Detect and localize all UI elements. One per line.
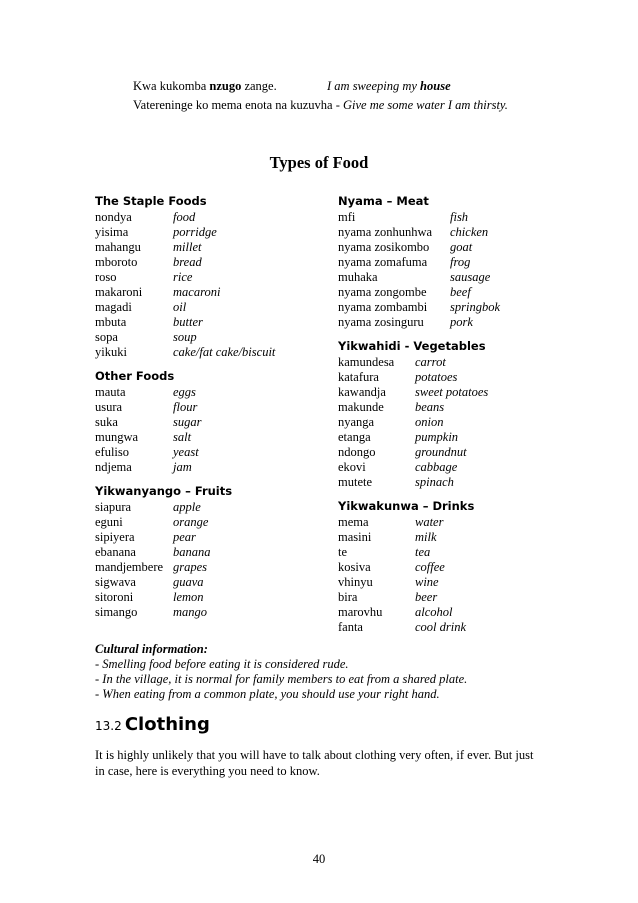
- vocab-word: masini: [338, 530, 372, 544]
- vocab-row: [95, 385, 335, 400]
- vocab-word: nyama zombambi: [338, 300, 428, 314]
- vocab-row: [338, 210, 548, 225]
- example-sentence-2: [133, 98, 508, 113]
- staple-foods-list: [95, 210, 335, 360]
- vocab-row: [338, 620, 548, 635]
- vocab-word: sipiyera: [95, 530, 135, 544]
- example-sentence-1: [133, 79, 277, 94]
- vocab-word: katafura: [338, 370, 379, 384]
- vocab-row: [95, 575, 335, 590]
- vocab-row: [95, 545, 335, 560]
- example-translation-1: [327, 79, 451, 94]
- vocab-word: nyama zosinguru: [338, 315, 424, 329]
- vocab-word: nyama zonhunhwa: [338, 225, 433, 239]
- vocab-meaning: sweet potatoes: [415, 385, 489, 399]
- vocab-meaning: beer: [415, 590, 438, 604]
- vocab-row: [95, 445, 335, 460]
- vocab-row: [95, 500, 335, 515]
- cultural-line: - When eating from a common plate, you should use your right hand.: [95, 687, 440, 701]
- vocab-meaning: rice: [173, 270, 193, 284]
- staple-foods-heading: The Staple Foods: [95, 194, 207, 208]
- other-foods-heading: Other Foods: [95, 369, 175, 383]
- vegetables-list: [338, 355, 548, 490]
- vocab-row: [95, 560, 335, 575]
- body-paragraph: It is highly unlikely that you will have to talk about clothing very often, if ever. But just in case, here is everything you need to know.: [95, 748, 534, 778]
- vocab-word: ekovi: [338, 460, 366, 474]
- vocab-meaning: porridge: [173, 225, 217, 239]
- right-column: [338, 193, 548, 635]
- vocab-word: ndjema: [95, 460, 132, 474]
- vocab-word: mbuta: [95, 315, 127, 329]
- example-2-text: Vatereninge ko mema enota na kuzuvha -: [133, 98, 343, 112]
- vocab-word: usura: [95, 400, 123, 414]
- vocab-row: [338, 370, 548, 385]
- vocab-row: [95, 605, 335, 620]
- vocab-meaning: groundnut: [415, 445, 467, 459]
- example-1-post: zange.: [241, 79, 277, 93]
- vocab-word: sopa: [95, 330, 118, 344]
- vocab-row: [338, 255, 548, 270]
- vocab-row: [338, 475, 548, 490]
- vocab-row: [338, 355, 548, 370]
- cultural-information: [95, 642, 467, 702]
- vocab-word: mboroto: [95, 255, 138, 269]
- vocab-meaning: milk: [415, 530, 437, 544]
- meat-list: [338, 210, 548, 330]
- vocab-word: mahangu: [95, 240, 141, 254]
- vocab-meaning: beef: [450, 285, 471, 299]
- vocab-row: [338, 590, 548, 605]
- section-number: 13.2: [95, 719, 122, 733]
- vocab-row: [95, 300, 335, 315]
- vocab-meaning: lemon: [173, 590, 204, 604]
- vocab-meaning: water: [415, 515, 444, 529]
- vocab-meaning: grapes: [173, 560, 208, 574]
- vocab-word: nyama zongombe: [338, 285, 427, 299]
- vocab-row: [338, 545, 548, 560]
- vocab-row: [338, 460, 548, 475]
- vocab-row: [95, 530, 335, 545]
- example-1-translation-bold: house: [420, 79, 451, 93]
- vocab-row: [338, 530, 548, 545]
- meat-heading: Nyama – Meat: [338, 194, 429, 208]
- vocab-meaning: salt: [173, 430, 192, 444]
- vocab-word: muhaka: [338, 270, 378, 284]
- page-title: Types of Food: [269, 153, 369, 172]
- vocab-word: yikuki: [95, 345, 127, 359]
- vocab-meaning: carrot: [415, 355, 446, 369]
- vocab-row: [95, 285, 335, 300]
- vocab-meaning: onion: [415, 415, 444, 429]
- example-1-translation-pre: I am sweeping my: [327, 79, 421, 93]
- vocab-row: [338, 300, 548, 315]
- vocab-row: [338, 315, 548, 330]
- vocab-meaning: cake/fat cake/biscuit: [173, 345, 276, 359]
- vocab-row: [95, 240, 335, 255]
- vocab-word: nyama zosikombo: [338, 240, 430, 254]
- vocab-meaning: wine: [415, 575, 439, 589]
- vocab-row: [95, 225, 335, 240]
- vocab-meaning: millet: [173, 240, 202, 254]
- vocab-meaning: goat: [450, 240, 473, 254]
- vocab-row: [95, 400, 335, 415]
- vocab-meaning: bread: [173, 255, 202, 269]
- vocab-word: mutete: [338, 475, 373, 489]
- cultural-line: - In the village, it is normal for family members to eat from a shared plate.: [95, 672, 468, 686]
- vocab-row: [95, 315, 335, 330]
- vocab-meaning: apple: [173, 500, 201, 514]
- fruits-list: [95, 500, 335, 620]
- left-column: [95, 193, 335, 620]
- vocab-word: sitoroni: [95, 590, 134, 604]
- vocab-row: [95, 460, 335, 475]
- vocab-meaning: banana: [173, 545, 211, 559]
- vocab-word: mema: [338, 515, 369, 529]
- vocab-row: [338, 575, 548, 590]
- vocab-meaning: pumpkin: [415, 430, 459, 444]
- vocab-row: [338, 415, 548, 430]
- vocab-word: vhinyu: [338, 575, 373, 589]
- cultural-line: - Smelling food before eating it is considered rude.: [95, 657, 349, 671]
- vocab-word: marovhu: [338, 605, 383, 619]
- vocab-word: ndongo: [338, 445, 376, 459]
- vocab-meaning: pork: [450, 315, 473, 329]
- vocab-meaning: beans: [415, 400, 445, 414]
- vocab-meaning: spinach: [415, 475, 454, 489]
- vocab-meaning: sausage: [450, 270, 491, 284]
- vocab-row: [338, 605, 548, 620]
- vocab-word: yisima: [95, 225, 129, 239]
- example-1-pre: Kwa kukomba: [133, 79, 210, 93]
- vocab-word: nyanga: [338, 415, 375, 429]
- vocab-meaning: mango: [173, 605, 208, 619]
- vocab-meaning: fish: [450, 210, 469, 224]
- vocab-word: sigwava: [95, 575, 136, 589]
- vocab-row: [338, 430, 548, 445]
- vocab-row: [338, 285, 548, 300]
- vocab-meaning: alcohol: [415, 605, 453, 619]
- cultural-heading: Cultural information:: [95, 642, 208, 656]
- vocab-row: [338, 385, 548, 400]
- vocab-word: siapura: [95, 500, 132, 514]
- vocab-meaning: macaroni: [173, 285, 221, 299]
- vocab-word: te: [338, 545, 348, 559]
- vocab-meaning: flour: [173, 400, 198, 414]
- vegetables-heading: Yikwahidi - Vegetables: [338, 339, 486, 353]
- vocab-meaning: frog: [450, 255, 471, 269]
- vocab-row: [95, 515, 335, 530]
- vocab-word: magadi: [95, 300, 132, 314]
- vocab-word: makunde: [338, 400, 384, 414]
- vocab-meaning: orange: [173, 515, 209, 529]
- section-title: Clothing: [124, 714, 210, 735]
- vocab-meaning: yeast: [173, 445, 199, 459]
- vocab-row: [338, 225, 548, 240]
- vocab-row: [95, 415, 335, 430]
- vocab-meaning: tea: [415, 545, 431, 559]
- vocab-meaning: eggs: [173, 385, 196, 399]
- vocab-word: kamundesa: [338, 355, 395, 369]
- vocab-row: [338, 560, 548, 575]
- vocab-word: ebanana: [95, 545, 136, 559]
- example-1-bold-word: nzugo: [209, 79, 242, 93]
- vocab-meaning: butter: [173, 315, 203, 329]
- vocab-row: [338, 270, 548, 285]
- vocab-meaning: jam: [173, 460, 192, 474]
- vocab-row: [95, 210, 335, 225]
- vocab-word: nyama zomafuma: [338, 255, 428, 269]
- vocab-row: [95, 330, 335, 345]
- vocab-word: makaroni: [95, 285, 143, 299]
- vocab-meaning: springbok: [450, 300, 500, 314]
- vocab-word: bira: [338, 590, 358, 604]
- vocab-row: [95, 255, 335, 270]
- vocab-word: mungwa: [95, 430, 139, 444]
- page-number: 40: [312, 852, 326, 866]
- vocab-meaning: food: [173, 210, 196, 224]
- vocab-meaning: soup: [173, 330, 197, 344]
- vocab-meaning: pear: [173, 530, 196, 544]
- vocab-row: [95, 270, 335, 285]
- vocab-word: fanta: [338, 620, 363, 634]
- vocab-row: [95, 590, 335, 605]
- section-heading: [95, 714, 210, 735]
- vocab-word: mandjembere: [95, 560, 164, 574]
- vocab-row: [338, 400, 548, 415]
- vocab-meaning: oil: [173, 300, 187, 314]
- vocab-word: kosiva: [338, 560, 371, 574]
- vocab-word: kawandja: [338, 385, 386, 399]
- vocab-row: [338, 445, 548, 460]
- vocab-word: mauta: [95, 385, 126, 399]
- vocab-word: mfi: [338, 210, 356, 224]
- vocab-meaning: sugar: [173, 415, 202, 429]
- vocab-meaning: cabbage: [415, 460, 458, 474]
- drinks-list: [338, 515, 548, 635]
- vocab-word: suka: [95, 415, 118, 429]
- vocab-word: simango: [95, 605, 138, 619]
- vocab-word: roso: [95, 270, 117, 284]
- fruits-heading: Yikwanyango – Fruits: [95, 484, 233, 498]
- vocab-meaning: cool drink: [415, 620, 467, 634]
- vocab-row: [95, 345, 335, 360]
- other-foods-list: [95, 385, 335, 475]
- example-2-translation: Give me some water I am thirsty.: [343, 98, 508, 112]
- vocab-word: nondya: [95, 210, 132, 224]
- vocab-meaning: chicken: [450, 225, 489, 239]
- vocab-meaning: guava: [173, 575, 204, 589]
- vocab-row: [338, 515, 548, 530]
- vocab-meaning: potatoes: [415, 370, 458, 384]
- vocab-word: eguni: [95, 515, 123, 529]
- vocab-word: efuliso: [95, 445, 130, 459]
- vocab-word: etanga: [338, 430, 371, 444]
- drinks-heading: Yikwakunwa – Drinks: [338, 499, 475, 513]
- vocab-row: [95, 430, 335, 445]
- vocab-meaning: coffee: [415, 560, 445, 574]
- vocab-row: [338, 240, 548, 255]
